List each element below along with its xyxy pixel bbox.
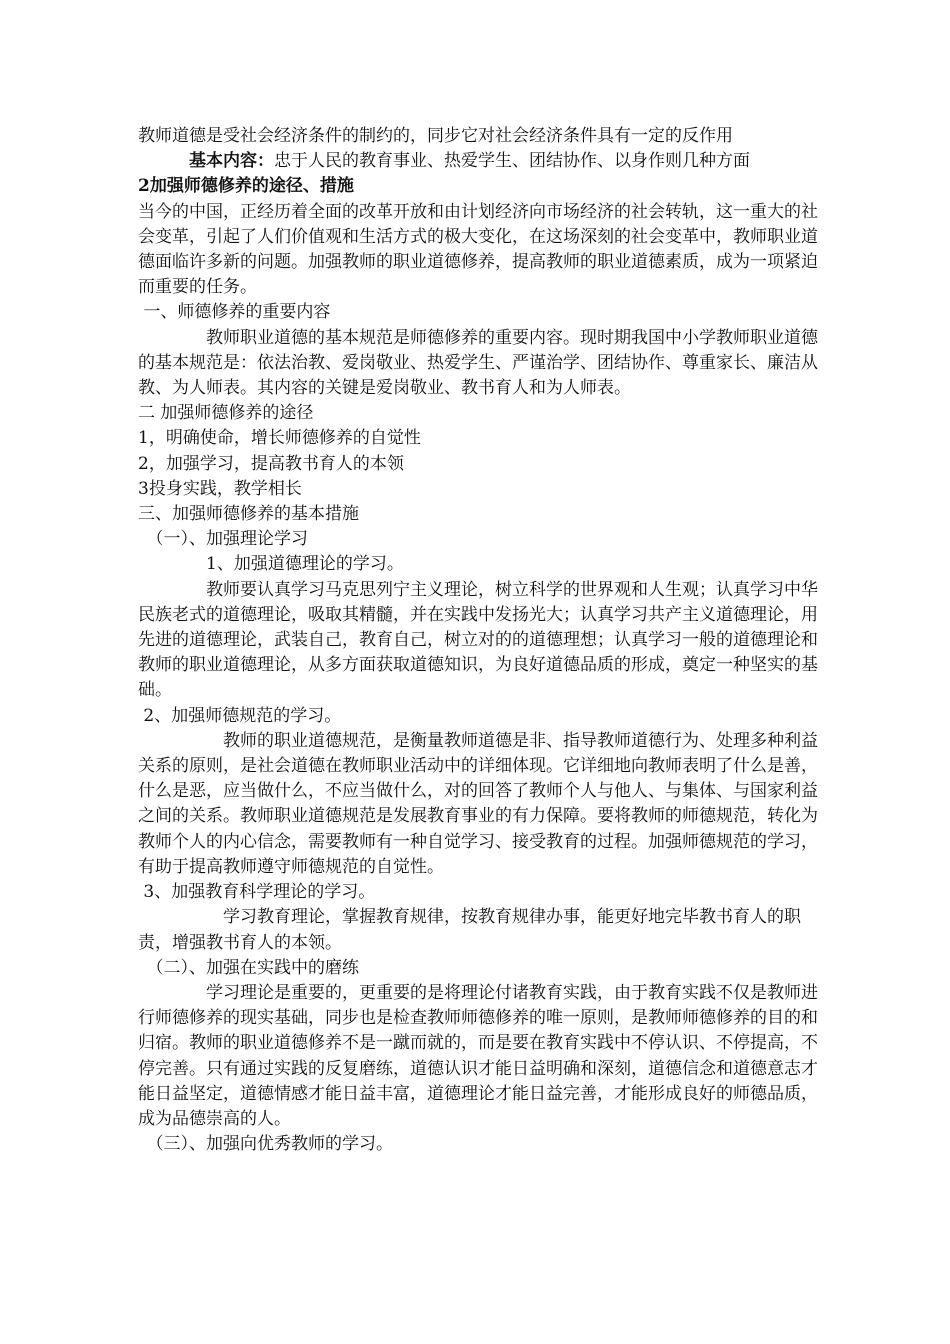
section-heading: 二 加强师德修养的途径: [138, 403, 314, 424]
section-heading: 一、师德修养的重要内容: [138, 302, 331, 323]
basic-content-paragraph: 基本内容：忠于人民的教育事业、热爱学生、团结协作、以身作则几种方面: [189, 151, 750, 172]
subsection-heading: （二）、加强在实践中的磨练: [138, 957, 359, 978]
list-item: 1，明确使命，增长师德修养的自觉性: [138, 428, 421, 449]
bold-label: 基本内容：: [189, 151, 274, 172]
paragraph: 教师的职业道德规范，是衡量教师道德是非、指导教师道德行为、处理多种利益关系的原则，是社会道德在教师职业活动中的详细体现。它详细地向教师表明了什么是善，什么是恶，应当做什么，不应当做什么，对的回答了教师个人与他人、与集体、与国家利益之间的关系。教师职业道德规范是发展教育事业的有力保障。要将教师的师德规范，转化为教师个人的内心信念，需要教师有一种自觉学习、接受教育的过程。加强师德规范的学习，有助于提高教师遵守师德规范的自觉性。: [138, 730, 818, 877]
list-item: 3投身实践，教学相长: [138, 478, 302, 499]
section-heading: 三、加强师德修养的基本措施: [138, 504, 359, 525]
paragraph: 教师道德是受社会经济条件的制约的，同步它对社会经济条件具有一定的反作用: [138, 126, 733, 146]
paragraph: 教师职业道德的基本规范是师德修养的重要内容。现时期我国中小学教师职业道德的基本规范是：依法治教、爱岗敬业、热爱学生、严谨治学、团结协作、尊重家长、廉洁从教、为人师表。其内容的关键是爱岗敬业、教书育人和为人师表。: [138, 327, 818, 399]
subsection-heading: 2、加强师德规范的学习。: [138, 705, 342, 726]
subsection-heading: （一）、加强理论学习: [138, 529, 308, 550]
section-heading: 2加强师德修养的途径、措施: [138, 176, 354, 197]
paragraph: 当今的中国，正经历着全面的改革开放和由计划经济向市场经济的社会转轨，这一重大的社会变革，引起了人们价值观和生活方式的极大变化，在这场深刻的社会变革中，教师职业道德面临许多新的问题。加强教师的职业道德修养，提高教师的职业道德素质，成为一项紧迫而重要的任务。: [138, 201, 818, 298]
subsection-heading: 3、加强教育科学理论的学习。: [138, 882, 376, 903]
subsection-heading: 1、加强道德理论的学习。: [206, 554, 404, 575]
document-body: [138, 124, 820, 1157]
list-item: 2，加强学习，提高教书育人的本领: [138, 453, 404, 474]
paragraph: 教师要认真学习马克思列宁主义理论，树立科学的世界观和人生观；认真学习中华民族老式的道德理论，吸取其精髓，并在实践中发扬光大；认真学习共产主义道德理论，用先进的道德理论，武装自己，教育自己，树立对的的道德理想；认真学习一般的道德理论和教师的职业道德理论，从多方面获取道德知识，为良好道德品质的形成，奠定一种坚实的基础。: [138, 579, 818, 701]
subsection-heading: （三）、加强向优秀教师的学习。: [138, 1134, 393, 1155]
paragraph: 学习理论是重要的，更重要的是将理论付诸教育实践，由于教育实践不仅是教师进行师德修养的现实基础，同步也是检查教师师德修养的唯一原则，是教师师德修养的目的和归宿。教师的职业道德修养不是一蹴而就的，而是要在教育实践中不停认识、不停提高，不停完善。只有通过实践的反复磨练，道德认识才能日益明确和深刻，道德信念和道德意志才能日益坚定，道德情感才能日益丰富，道德理论才能日益完善，才能形成良好的师德品质，成为品德崇高的人。: [138, 982, 818, 1129]
paragraph: 学习教育理论，掌握教育规律，按教育规律办事，能更好地完毕教书育人的职责，增强教书育人的本领。: [138, 907, 801, 953]
